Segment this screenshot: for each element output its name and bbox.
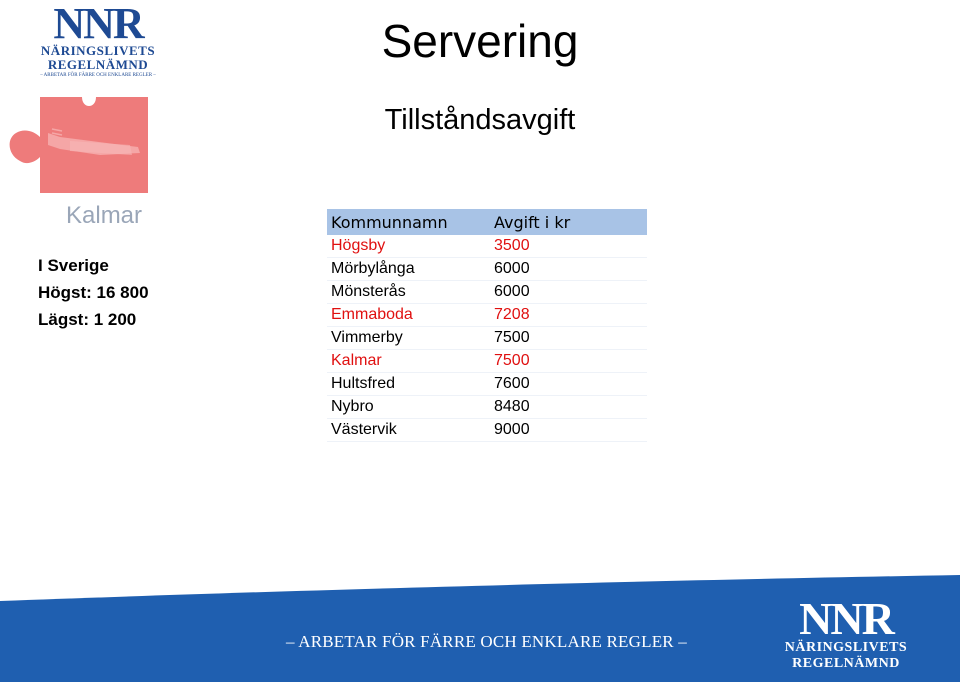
fee-cell: 7208 bbox=[490, 304, 647, 327]
table-row bbox=[327, 327, 647, 350]
kommun-name-cell: Västervik bbox=[327, 419, 490, 442]
kommun-name-cell: Vimmerby bbox=[327, 327, 490, 350]
nnr-logo-mark: NNR bbox=[53, 0, 143, 48]
table-row bbox=[327, 350, 647, 373]
nnr-logo-line1: NÄRINGSLIVETS bbox=[40, 43, 156, 58]
table-row bbox=[327, 235, 647, 258]
nnr-logo-bottom bbox=[775, 593, 917, 672]
table-row bbox=[327, 396, 647, 419]
page-subtitle: Tillståndsavgift bbox=[384, 104, 576, 136]
kommun-name-cell: Nybro bbox=[327, 396, 490, 419]
fee-cell: 7600 bbox=[490, 373, 647, 396]
table-row bbox=[327, 304, 647, 327]
fee-cell: 7500 bbox=[490, 350, 647, 373]
page-title: Servering bbox=[381, 15, 579, 67]
kommun-name-cell: Högsby bbox=[327, 235, 490, 258]
column-header-kommunnamn: Kommunnamn bbox=[327, 209, 490, 235]
fee-cell: 3500 bbox=[490, 235, 647, 258]
footer-slogan: – ARBETAR FÖR FÄRRE OCH ENKLARE REGLER – bbox=[286, 632, 687, 651]
stats-lowest: Lägst: 1 200 bbox=[38, 310, 137, 329]
fee-table bbox=[327, 209, 647, 442]
table-row bbox=[327, 281, 647, 304]
stats-highest: Högst: 16 800 bbox=[38, 283, 149, 302]
kommun-name-cell: Hultsfred bbox=[327, 373, 490, 396]
nnr-logo-line2-bottom: REGELNÄMND bbox=[792, 656, 900, 671]
nnr-logo-line1-bottom: NÄRINGSLIVETS bbox=[784, 640, 908, 655]
table-row bbox=[327, 419, 647, 442]
fee-cell: 8480 bbox=[490, 396, 647, 419]
kommun-name-cell: Kalmar bbox=[327, 350, 490, 373]
table-row bbox=[327, 373, 647, 396]
stats-heading: I Sverige bbox=[38, 256, 109, 275]
fee-cell: 9000 bbox=[490, 419, 647, 442]
kommun-name-cell: Mörbylånga bbox=[327, 258, 490, 281]
column-header-avgift: Avgift i kr bbox=[490, 209, 647, 235]
table-row bbox=[327, 258, 647, 281]
nnr-logo-line2: REGELNÄMND bbox=[47, 57, 149, 72]
fee-cell: 6000 bbox=[490, 258, 647, 281]
kommun-name-cell: Emmaboda bbox=[327, 304, 490, 327]
fee-cell: 7500 bbox=[490, 327, 647, 350]
nnr-logo-mark-bottom: NNR bbox=[799, 593, 893, 644]
fee-cell: 6000 bbox=[490, 281, 647, 304]
table-header-row bbox=[327, 209, 647, 235]
nnr-logo-tagline: – ARBETAR FÖR FÄRRE OCH ENKLARE REGLER – bbox=[40, 73, 156, 78]
kommun-label: Kalmar bbox=[66, 202, 143, 229]
kommun-name-cell: Mönsterås bbox=[327, 281, 490, 304]
sweden-stats bbox=[38, 252, 149, 333]
